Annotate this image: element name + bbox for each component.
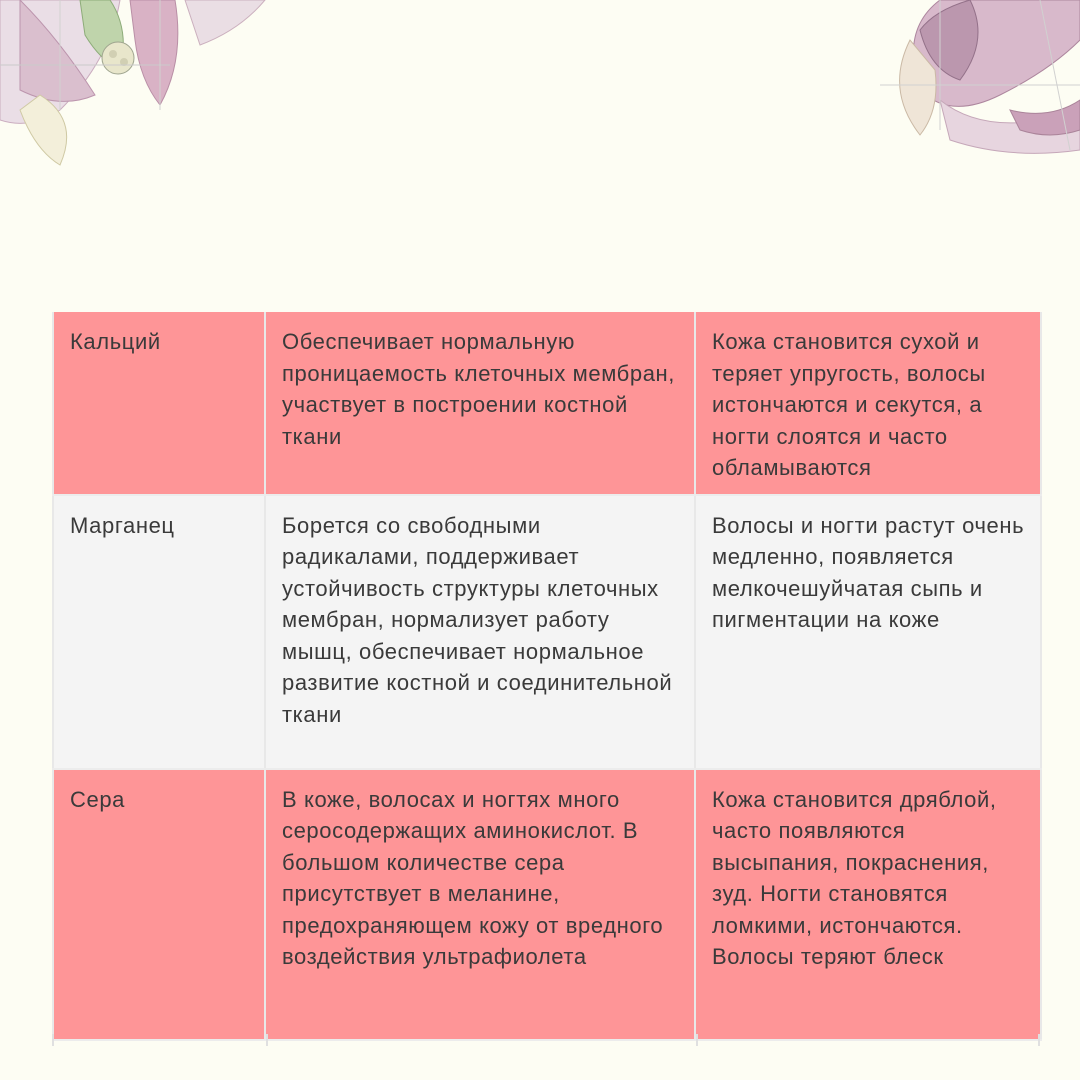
table-row bbox=[53, 312, 1041, 495]
element-cell: Марганец bbox=[53, 495, 265, 769]
table-row bbox=[53, 495, 1041, 769]
function-cell: Обеспечивает нормальную проницаемость клеточных мембран, участвует в построении костной ткани bbox=[265, 312, 695, 495]
deficiency-cell: Волосы и ногти растут очень медленно, появляется мелкочешуйчатая сыпь и пигментации на коже bbox=[695, 495, 1041, 769]
element-cell: Сера bbox=[53, 769, 265, 1040]
flower-illustration-left bbox=[0, 0, 270, 170]
column-divider bbox=[266, 1034, 268, 1046]
page-footer-area bbox=[0, 1046, 1080, 1080]
nutrients-table-container bbox=[52, 312, 1040, 1041]
table-continuation bbox=[52, 1034, 1040, 1046]
column-divider bbox=[696, 1034, 698, 1046]
nutrients-table bbox=[52, 312, 1042, 1041]
deficiency-cell: Кожа становится сухой и теряет упругость, волосы истончаются и секутся, а ногти слоятся и часто обламываются bbox=[695, 312, 1041, 495]
flower-illustration-right bbox=[880, 0, 1080, 160]
table-row bbox=[53, 769, 1041, 1040]
element-cell: Кальций bbox=[53, 312, 265, 495]
function-cell: Борется со свободными радикалами, поддерживает устойчивость структуры клеточных мембран, нормализует работу мышц, обеспечивает нормальное развитие костной и соединительной ткани bbox=[265, 495, 695, 769]
deficiency-cell: Кожа становится дряблой, часто появляются высыпания, покраснения, зуд. Ногти становятся ломкими, истончаются. Волосы теряют блеск bbox=[695, 769, 1041, 1040]
function-cell: В коже, волосах и ногтях много серосодержащих аминокислот. В большом количестве сера присутствует в меланине, предохраняющем кожу от вредного воздействия ультрафиолета bbox=[265, 769, 695, 1040]
